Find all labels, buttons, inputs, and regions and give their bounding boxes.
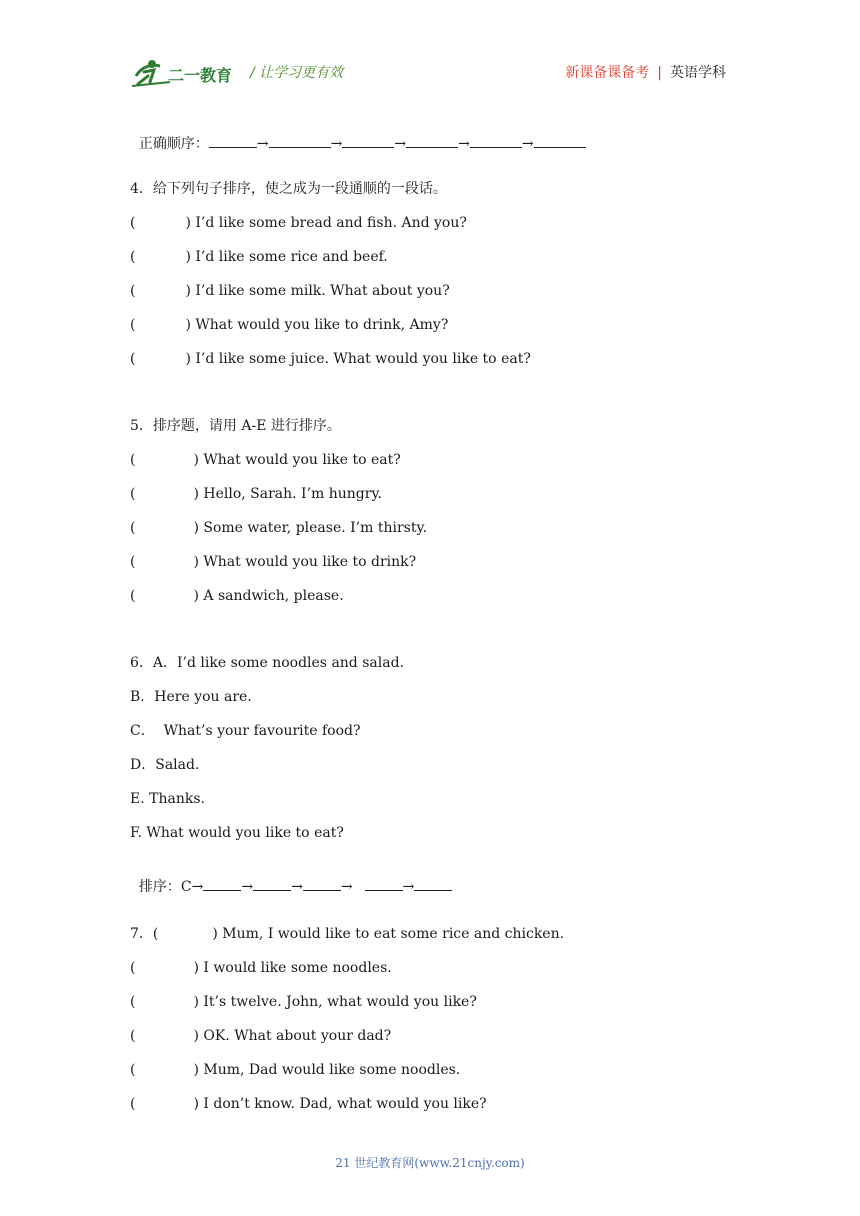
- q5-item-text: ) Hello, Sarah. I’m hungry.: [193, 486, 382, 502]
- header-subject: 英语学科: [670, 65, 726, 81]
- q4-item-text: ) I’d like some bread and fish. And you?: [185, 215, 467, 231]
- q4-item: ( ) I’d like some milk. What about you?: [130, 283, 450, 299]
- q6-line: 6．A．I’d like some noodles and salad.: [130, 655, 404, 671]
- q4-item: ( ) I’d like some juice. What would you like to eat?: [130, 351, 531, 367]
- slogan: / 让学习更有效: [250, 65, 344, 81]
- q5-item: ( ) Some water, please. I’m thirsty.: [130, 520, 427, 536]
- answer-blank[interactable]: [414, 876, 452, 891]
- arrow: →: [521, 136, 534, 152]
- arrow: →: [402, 879, 415, 895]
- answer-blank[interactable]: [253, 876, 291, 891]
- q6-order-line: [130, 858, 452, 896]
- answer-blank[interactable]: [365, 876, 403, 891]
- q4-item: ( ) What would you like to drink, Amy?: [130, 317, 449, 333]
- q6-line: C． What’s your favourite food?: [130, 723, 361, 739]
- header-course-label: 新课备课备考: [565, 65, 650, 81]
- arrow: →: [241, 879, 254, 895]
- q7-item-text: ) I don’t know. Dad, what would you like?: [193, 1096, 487, 1112]
- q7-item: [130, 925, 564, 943]
- q6-line: E. Thanks.: [130, 791, 205, 807]
- arrow: →: [330, 136, 343, 152]
- arrow: →: [394, 136, 407, 152]
- q5-item-text: ) What would you like to eat?: [193, 452, 401, 468]
- q5-item: ( ) What would you like to drink?: [130, 554, 417, 570]
- arrow: →: [340, 879, 353, 895]
- q7-item: ( ) It’s twelve. John, what would you like?: [130, 994, 477, 1010]
- q7-item-text: ) It’s twelve. John, what would you like?: [193, 994, 477, 1010]
- answer-blank[interactable]: [342, 133, 394, 148]
- q7-item-text: ) Mum, Dad would like some noodles.: [193, 1062, 461, 1078]
- answer-blank[interactable]: [203, 876, 241, 891]
- q5-item: ( ) Hello, Sarah. I’m hungry.: [130, 486, 382, 502]
- q7-prefix: 7．(: [130, 926, 159, 942]
- arrow: →: [256, 136, 269, 152]
- q6-line: F. What would you like to eat?: [130, 825, 344, 841]
- logo: [130, 56, 240, 90]
- q6-line: D．Salad.: [130, 757, 200, 773]
- q4-item: ( ) I’d like some bread and fish. And you?: [130, 215, 467, 231]
- q7-item: ( ) OK. What about your dad?: [130, 1028, 392, 1044]
- logo-text: 二一教育: [168, 66, 233, 85]
- q7-item: ( ) I don’t know. Dad, what would you like?: [130, 1096, 487, 1112]
- q6-line: B．Here you are.: [130, 689, 252, 705]
- q5-title: 5．排序题，请用 A-E 进行排序。: [130, 418, 341, 434]
- page-header: [130, 56, 726, 90]
- q4-item: ( ) I’d like some rice and beef.: [130, 249, 388, 265]
- header-separator: |: [657, 65, 662, 81]
- q3-order-label: 正确顺序：: [138, 136, 209, 152]
- answer-blank[interactable]: [406, 133, 458, 148]
- page-footer: 21 世纪教育网(www.21cnjy.com): [335, 1156, 525, 1170]
- q3-order-line: [130, 115, 586, 153]
- q4-item-text: ) I’d like some milk. What about you?: [185, 283, 450, 299]
- q5-item-text: ) What would you like to drink?: [193, 554, 417, 570]
- answer-blank[interactable]: [534, 133, 586, 148]
- q5-item: ( ) A sandwich, please.: [130, 588, 344, 604]
- q6-order-label: 排序：C→: [138, 879, 204, 895]
- q4-item-text: ) I’d like some juice. What would you like to eat?: [185, 351, 531, 367]
- header-right: [565, 62, 726, 82]
- q4-item-text: ) I’d like some rice and beef.: [185, 249, 388, 265]
- q7-item-text: ) I would like some noodles.: [193, 960, 392, 976]
- answer-blank[interactable]: [470, 133, 522, 148]
- q4-item-text: ) What would you like to drink, Amy?: [185, 317, 449, 333]
- arrow: →: [291, 879, 303, 895]
- q7-item-text: ) Mum, I would like to eat some rice and chicken.: [212, 926, 565, 942]
- answer-blank[interactable]: [209, 133, 257, 148]
- q7-item: ( ) Mum, Dad would like some noodles.: [130, 1062, 461, 1078]
- q7-item-text: ) OK. What about your dad?: [193, 1028, 392, 1044]
- q7-item: ( ) I would like some noodles.: [130, 960, 392, 976]
- q4-title: 4．给下列句子排序，使之成为一段通顺的一段话。: [130, 181, 447, 197]
- answer-blank[interactable]: [269, 133, 331, 148]
- q5-item: ( ) What would you like to eat?: [130, 452, 401, 468]
- q5-item-text: ) Some water, please. I’m thirsty.: [193, 520, 427, 536]
- answer-blank[interactable]: [303, 876, 341, 891]
- q5-item-text: ) A sandwich, please.: [193, 588, 344, 604]
- arrow: →: [458, 136, 470, 152]
